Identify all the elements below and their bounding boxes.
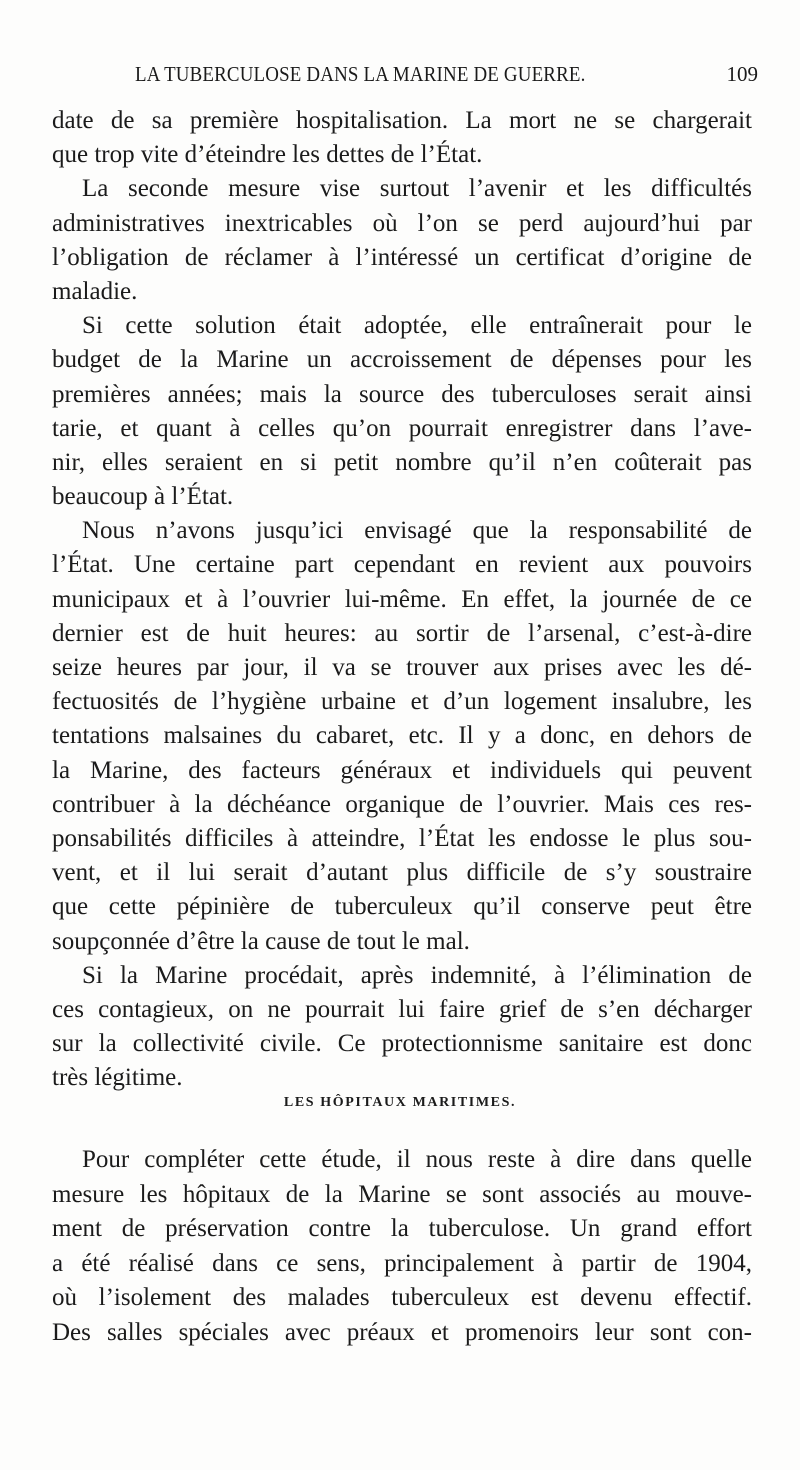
text-line: beaucoup à l’État. [52,483,234,511]
text-line: soupçonnée d’être la cause de tout le mal. [52,927,470,955]
text-line: seize heures par jour, il va se trouver aux prises avec les dé- [52,654,752,681]
body-text [52,104,752,1095]
text-line: administratives inextricables où l’on se perd aujourd’hui par [52,209,752,237]
text-line: ponsabilités difficiles à atteindre, l’État les endosse le plus sou- [52,824,752,852]
text-line: budget de la Marine un accroissement de dépenses pour les [52,346,752,374]
section-heading: LES HÔPITAUX MARITIMES. [283,1095,517,1110]
section-body-text [52,1143,752,1351]
text-line: où l’isolement des malades tuberculeux est devenu effectif. [52,1284,752,1312]
text-line: ces contagieux, on ne pourrait lui faire grief de s’en décharger [52,995,752,1023]
text-line: l’obligation de réclamer à l’intéressé un certificat d’origine de [52,243,752,271]
text-line: la Marine, des facteurs généraux et individuels qui peuvent [52,756,752,784]
text-line: date de sa première hospitalisation. La mort ne se chargerait [52,107,752,134]
text-line: Pour compléter cette étude, il nous reste à dire dans quelle [82,1146,752,1173]
running-header [135,62,758,92]
text-line: dernier est de huit heures: au sortir de l’arsenal, c’est-à-dire [52,619,752,647]
text-line: municipaux et à l’ouvrier lui-même. En effet, la journée de ce [52,585,752,613]
text-line: nir, elles seraient en si petit nombre qu’il n’en coûterait pas [52,448,752,476]
text-line: fectuosités de l’hygiène urbaine et d’un logement insalubre, les [52,688,752,716]
text-line: Si la Marine procédait, après indemnité, à l’élimination de [82,961,752,989]
text-line: Si cette solution était adoptée, elle entraînerait pour le [82,312,752,340]
text-line: maladie. [52,277,138,305]
running-title: LA TUBERCULOSE DANS LA MARINE DE GUERRE. [135,62,586,86]
text-line: sur la collectivité civile. Ce protectionnisme sanitaire est donc [52,1030,752,1058]
text-line: vent, et il lui serait d’autant plus difficile de s’y soustraire [52,859,752,887]
text-line: Des salles spéciales avec préaux et promenoirs leur sont con- [52,1318,752,1346]
text-line: très légitime. [52,1064,183,1092]
text-line: La seconde mesure vise surtout l’avenir et les difficultés [82,175,752,203]
text-line: mesure les hôpitaux de la Marine se sont associés au mouve- [52,1180,752,1208]
text-line: que cette pépinière de tuberculeux qu’il conserve peut être [52,893,752,921]
text-line: a été réalisé dans ce sens, principalement à partir de 1904, [52,1249,752,1277]
text-line: Nous n’avons jusqu’ici envisagé que la responsabilité de [82,517,752,545]
text-line: que trop vite d’éteindre les dettes de l’État. [52,141,483,169]
text-line: tentations malsaines du cabaret, etc. Il y a donc, en dehors de [52,722,752,750]
text-line: l’État. Une certaine part cependant en revient aux pouvoirs [52,551,752,579]
text-line: contribuer à la déchéance organique de l’ouvrier. Mais ces res- [52,790,752,818]
text-line: ment de préservation contre la tuberculose. Un grand effort [52,1215,752,1243]
page-number: 109 [726,62,758,86]
text-line: tarie, et quant à celles qu’on pourrait enregistrer dans l’ave- [52,414,752,442]
text-line: premières années; mais la source des tuberculoses serait ainsi [52,380,752,408]
